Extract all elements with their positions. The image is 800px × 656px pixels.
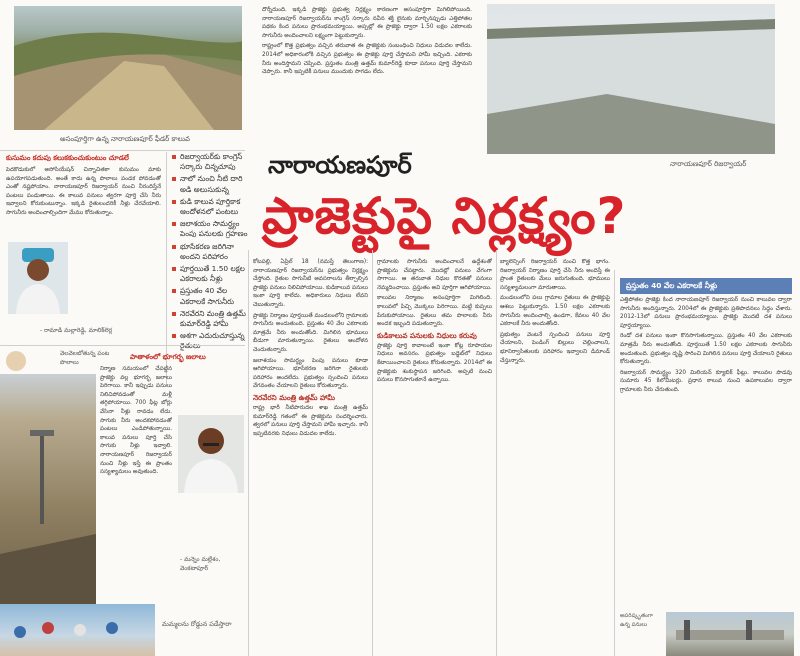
farmer-left-illustration [8,242,68,314]
rally-illustration [0,604,155,656]
subhead-b: నెరవేరని మంత్రి ఉత్తమ్ హామీ [253,392,335,402]
side-left-signature: - రామాడి మల్లారెడ్డి, మాలిక్‌లెర్ల [40,327,113,334]
article-col-2: గ్రామాలకు సాగునీరు అందించాలనే ఉద్దేశంతో ప్రాజెక్టును చేపట్టారు. మొదట్లో పనులు వేగంగా సాగాయి. ఆ తరువాత నిధుల కొరతతో పనులు నెమ్మదించాయి. ప్రస్తుతం అవి పూర్తిగా ఆగిపోయాయి. కాలువల నిర్మాణం అసంపూర్తిగా మిగిలింది. కాలువలో పిచ్చి మొక్కలు పెరిగాయి. మట్టి కుప్పలు పేరుకుపోయాయి. రైతులు తమ పొలాలకు నీరు అందక ఇబ్బంది పడుతున్నారు. కుడికాలువ పనులకు నిధులు కరువు ప్రాజెక్టు పూర్తి కావాలంటే ఇంకా కోట్ల రూపాయల నిధులు అవసరం. ప్రభుత్వం బడ్జెట్‌లో నిధులు కేటాయించాలని రైతులు కోరుతున్నారు. 2014లో ఈ ప్రాజెక్టుకు శంకుస్థాపన జరిగింది. అప్పటి నుంచి పనులు కొనసాగుతూనే ఉన్నాయి. [377,259,492,384]
highlight-item: నెరవేరని మంత్రి ఉత్తమ్ కుమార్‌రెడ్డి హామీ [172,309,254,329]
dry-field-photo [0,374,96,604]
highlight-item: భూసేకరణ జరిగినా అందని పరిహారం [172,242,254,262]
headline-kicker: నారాయణపూర్ [268,151,412,179]
hands-icon [4,349,28,373]
worksite-illustration [666,612,794,656]
article-col-3: బ్యాలెన్సింగ్ రిజర్వాయర్ నుంచి కొత్త భాగం. రిజర్వాయర్ నిర్మాణం పూర్తి చేసి నీరు అందిస్తే ఈ ప్రాంత రైతులకు మేలు జరుగుతుంది. భూములు సస్యశ్యామలంగా మారుతాయి. మండలంలోని పలు గ్రామాల రైతులు ఈ ప్రాజెక్టుపై ఆశలు పెట్టుకున్నారు. 1.50 లక్షల ఎకరాలకు సాగునీరు అందించాల్సి ఉండగా, కేవలం 40 వేల ఎకరాలకే నీరు అందుతోంది. ప్రభుత్వం వెంటనే స్పందించి పనులు పూర్తి చేయాలని, పెండింగ్ బిల్లులు చెల్లించాలని, భూనిర్వాసితులకు పరిహారం ఇవ్వాలని డిమాండ్ చేస్తున్నారు. [500,259,610,364]
highlight-item: రిజర్వాయర్‌కు కాంగ్రెస్ సర్కారు చిన్నచూపు [172,152,254,172]
highlight-item: ప్రస్తుతం 40 వేల ఎకరాలకే సాగునీరు [172,286,254,306]
canal-photo-caption: అసంపూర్తిగా ఉన్న నారాయణపూర్ ఫీడర్ కాలువ [60,135,190,143]
bottom-left-label: మమ్మలను రోడ్డున పడేస్తారా [162,620,232,628]
highlights-list [172,152,254,354]
worksite-photo [666,612,794,656]
article-col-1: కోటపల్లి, ఏప్రిల్ 18 (నమస్తే తెలంగాణ): నారాయణపూర్ రిజర్వాయర్‌ను ప్రభుత్వం నిర్లక్ష్యం చేస్తోంది. రైతుల సాగునీటి అవసరాలను తీర్చాల్సిన ప్రాజెక్టు పనులు నిలిచిపోయాయి. కుడికాలువ పనులు ఇంకా పూర్తి కాలేదు. అధికారులు నిధులు లేవని చెబుతున్నారు. ప్రాజెక్టు నిర్మాణం పూర్తయితే మండలంలోని గ్రామాలకు సాగునీరు అందుతుంది. ప్రస్తుతం 40 వేల ఎకరాలకు మాత్రమే నీరు అందుతోంది. మిగిలిన భూములు బీడుగా మారుతున్నాయి. రైతులు ఆందోళన చెందుతున్నారు. జలాశయం సామర్థ్యం పెంపు పనులు కూడా ఆగిపోయాయి. భూసేకరణ జరిగినా రైతులకు పరిహారం అందలేదు. ప్రభుత్వం స్పందించి పనులు వేగవంతం చేయాలని రైతులు కోరుతున్నారు. నెరవేరని మంత్రి ఉత్తమ్ హామీ రాష్ట్ర భారీ నీటిపారుదల శాఖ మంత్రి ఉత్తమ్ కుమార్‌రెడ్డి గతంలో ఈ ప్రాజెక్టును సందర్శించారు. త్వరలో పనులు పూర్తి చేస్తామని హామీ ఇచ్చారు. కానీ ఇప్పటివరకు నిధులు విడుదల కాలేదు. [253,259,368,437]
pathala-title: పాతాళంలో భూగర్భ జలాలు [130,353,206,361]
box-body: ఎత్తిపోతల ప్రాజెక్టు కింద నారాయణపూర్ రిజర్వాయర్ నుంచి కాలువల ద్వారా సాగునీరు అందిస్తున్నారు. 2004లో ఈ ప్రాజెక్టుకు ప్రతిపాదనలు సిద్ధం చేశారు. 2012-13లో పనులు ప్రారంభమయ్యాయి. ప్రాజెక్టు మొదటి దశ పనులు పూర్తయ్యాయి. రెండో దశ పనులు ఇంకా కొనసాగుతున్నాయి. ప్రస్తుతం 40 వేల ఎకరాలకు మాత్రమే నీరు అందుతోంది. పూర్తయితే 1.50 లక్షల ఎకరాలకు సాగునీరు అందుతుంది. ప్రభుత్వం దృష్టి సారించి మిగిలిన పనులు పూర్తి చేయాలని రైతులు కోరుతున్నారు. రిజర్వాయర్ సామర్థ్యం 320 మిలియన్ క్యూబిక్ ఫీట్లు. కాలువల పొడవు సుమారు 45 కిలోమీటర్లు. ప్రధాన కాలువ నుంచి ఉపకాలువల ద్వారా గ్రామాలకు నీరు చేరుతుంది. [620,297,792,393]
bottom-left-caption: వెలవెలబోతున్న పంట పొలాలు [60,350,110,366]
highlight-item: జలాశయం సామర్థ్యం పెంపు పనులకు గ్రహణం [172,219,254,239]
reservoir-photo [487,4,775,154]
highlight-item: నాలో నుంచి నీటి దారి అడి అలుసుకున్న [172,174,254,194]
farmer-mid-photo [178,415,244,493]
intro-text: దొర్నీదుంది. ఇక్కడి ప్రాజెక్టు ప్రభుత్వ నిర్లక్ష్యం కారణంగా అసంపూర్తిగా మిగిలిపోయింది. నారాయణపూర్ రిజర్వాయర్‌ను కాంగ్రెస్ సర్కారు నవీన శక్తి లైనుకు మార్చినప్పుడు ఎత్తిపోతల పథకం కింద పనులు ప్రారంభమయ్యాయి. అప్పట్లో ఈ ప్రాజెక్టు ద్వారా 1.50 లక్షల ఎకరాలకు సాగునీరు అందించాలని లక్ష్యంగా పెట్టుకున్నారు. రాష్ట్రంలో కొత్త ప్రభుత్వం వచ్చిన తరువాత ఈ ప్రాజెక్టుకు సంబంధించి నిధులు విడుదల కాలేదు. 2014లో అధికారంలోకి వచ్చిన ప్రభుత్వం ఈ ప్రాజెక్టు పూర్తి చేస్తామని హామీ ఇచ్చింది. ఎకరాకు నీరు అందిస్తామని చెప్పింది. ప్రస్తుతం మంత్రి ఉత్తమ్ కుమార్‌రెడ్డి కూడా పనులు పూర్తి చేస్తామని చెప్పారు. కానీ ఇప్పటికీ పనులు ముందుకు సాగడం లేదు. [262,7,472,76]
box-title: ప్రస్తుతం 40 వేల ఎకరాలకే నీళ్లు [620,278,792,294]
pathala-body: నిర్మాణ సమయంలో చేపట్టిన ప్రాజెక్టు వల్ల భూగర్భ జలాలు పెరిగాయి. కానీ ఇప్పుడు పనులు నిలిచిపోవడంతో మళ్లీ తగ్గిపోయాయి. 700 ఫీట్ల బోర్లు వేసినా నీళ్లు రావడం లేదు. సాగుకు నీరు అందకపోవడంతో పంటలు ఎండిపోతున్నాయి. కాలువ పనులు పూర్తి చేసి సాగుకు నీళ్లు ఇవ్వాలి. నారాయణపూర్ రిజర్వాయర్ నుంచి నీళ్లు ఇస్తే ఈ ప్రాంతం సస్యశ్యామలం అవుతుంది. [100,366,172,476]
canal-photo [14,6,242,130]
subhead-a: కుడికాలువ పనులకు నిధులు కరువు [377,330,477,340]
rally-photo [0,604,155,656]
side-left-title: కుసుమం కదుపు కలుకకుంచుకుంటుం చూడలే [6,154,129,162]
highlight-item: పూర్తయితే 1.50 లక్షల ఎకరాలకు నీళ్లు [172,264,254,284]
highlight-item: ఆశగా ఎదురుచూస్తున్న [172,331,254,351]
side-left-body: పెదకొడుకులో అసోసియేషన్ చిన్నాచితకా కుసుమం మాకు ఉపయోగపడుతుంది. అంతే కాదు ఉన్న పొలాలు పండక పోవడంతో ఎంతో నష్టపోయాం. నారాయణపూర్ రిజర్వాయర్ నుంచి నీరందిస్తేనే పంటలు పండుతాయి. ఈ కాలువ పనులు త్వరగా పూర్తి చేసి నీరు ఇవ్వాలని కోరుకుంటున్నాం. ఇక్కడి రైతులందరికీ నీళ్లు చేరవేయాలి. సాగునీరు అందించాల్సిందిగా మేము కోరుతున్నాం. [6,167,161,216]
dry-field-illustration [0,374,96,604]
reservoir-photo-illustration [487,4,775,154]
reservoir-photo-caption: నారాయణపూర్ రిజర్వాయర్ [670,160,747,168]
headline-main: ప్రాజెక్టుపై నిర్లక్ష్యం? [262,187,627,245]
right-bottom-caption: అపరిష్కృతంగా ఉన్న పనులు [620,613,654,628]
canal-photo-illustration [14,6,242,130]
farmer-left-photo [8,242,68,314]
farmer-mid-illustration [178,415,244,493]
pathala-signature: - మన్నెం మల్లేశం, వెంకటాపూర్ [180,556,221,572]
highlight-item: కుడి కాలువ పూర్తికాక ఆందోళనలో పంటలు [172,197,254,217]
